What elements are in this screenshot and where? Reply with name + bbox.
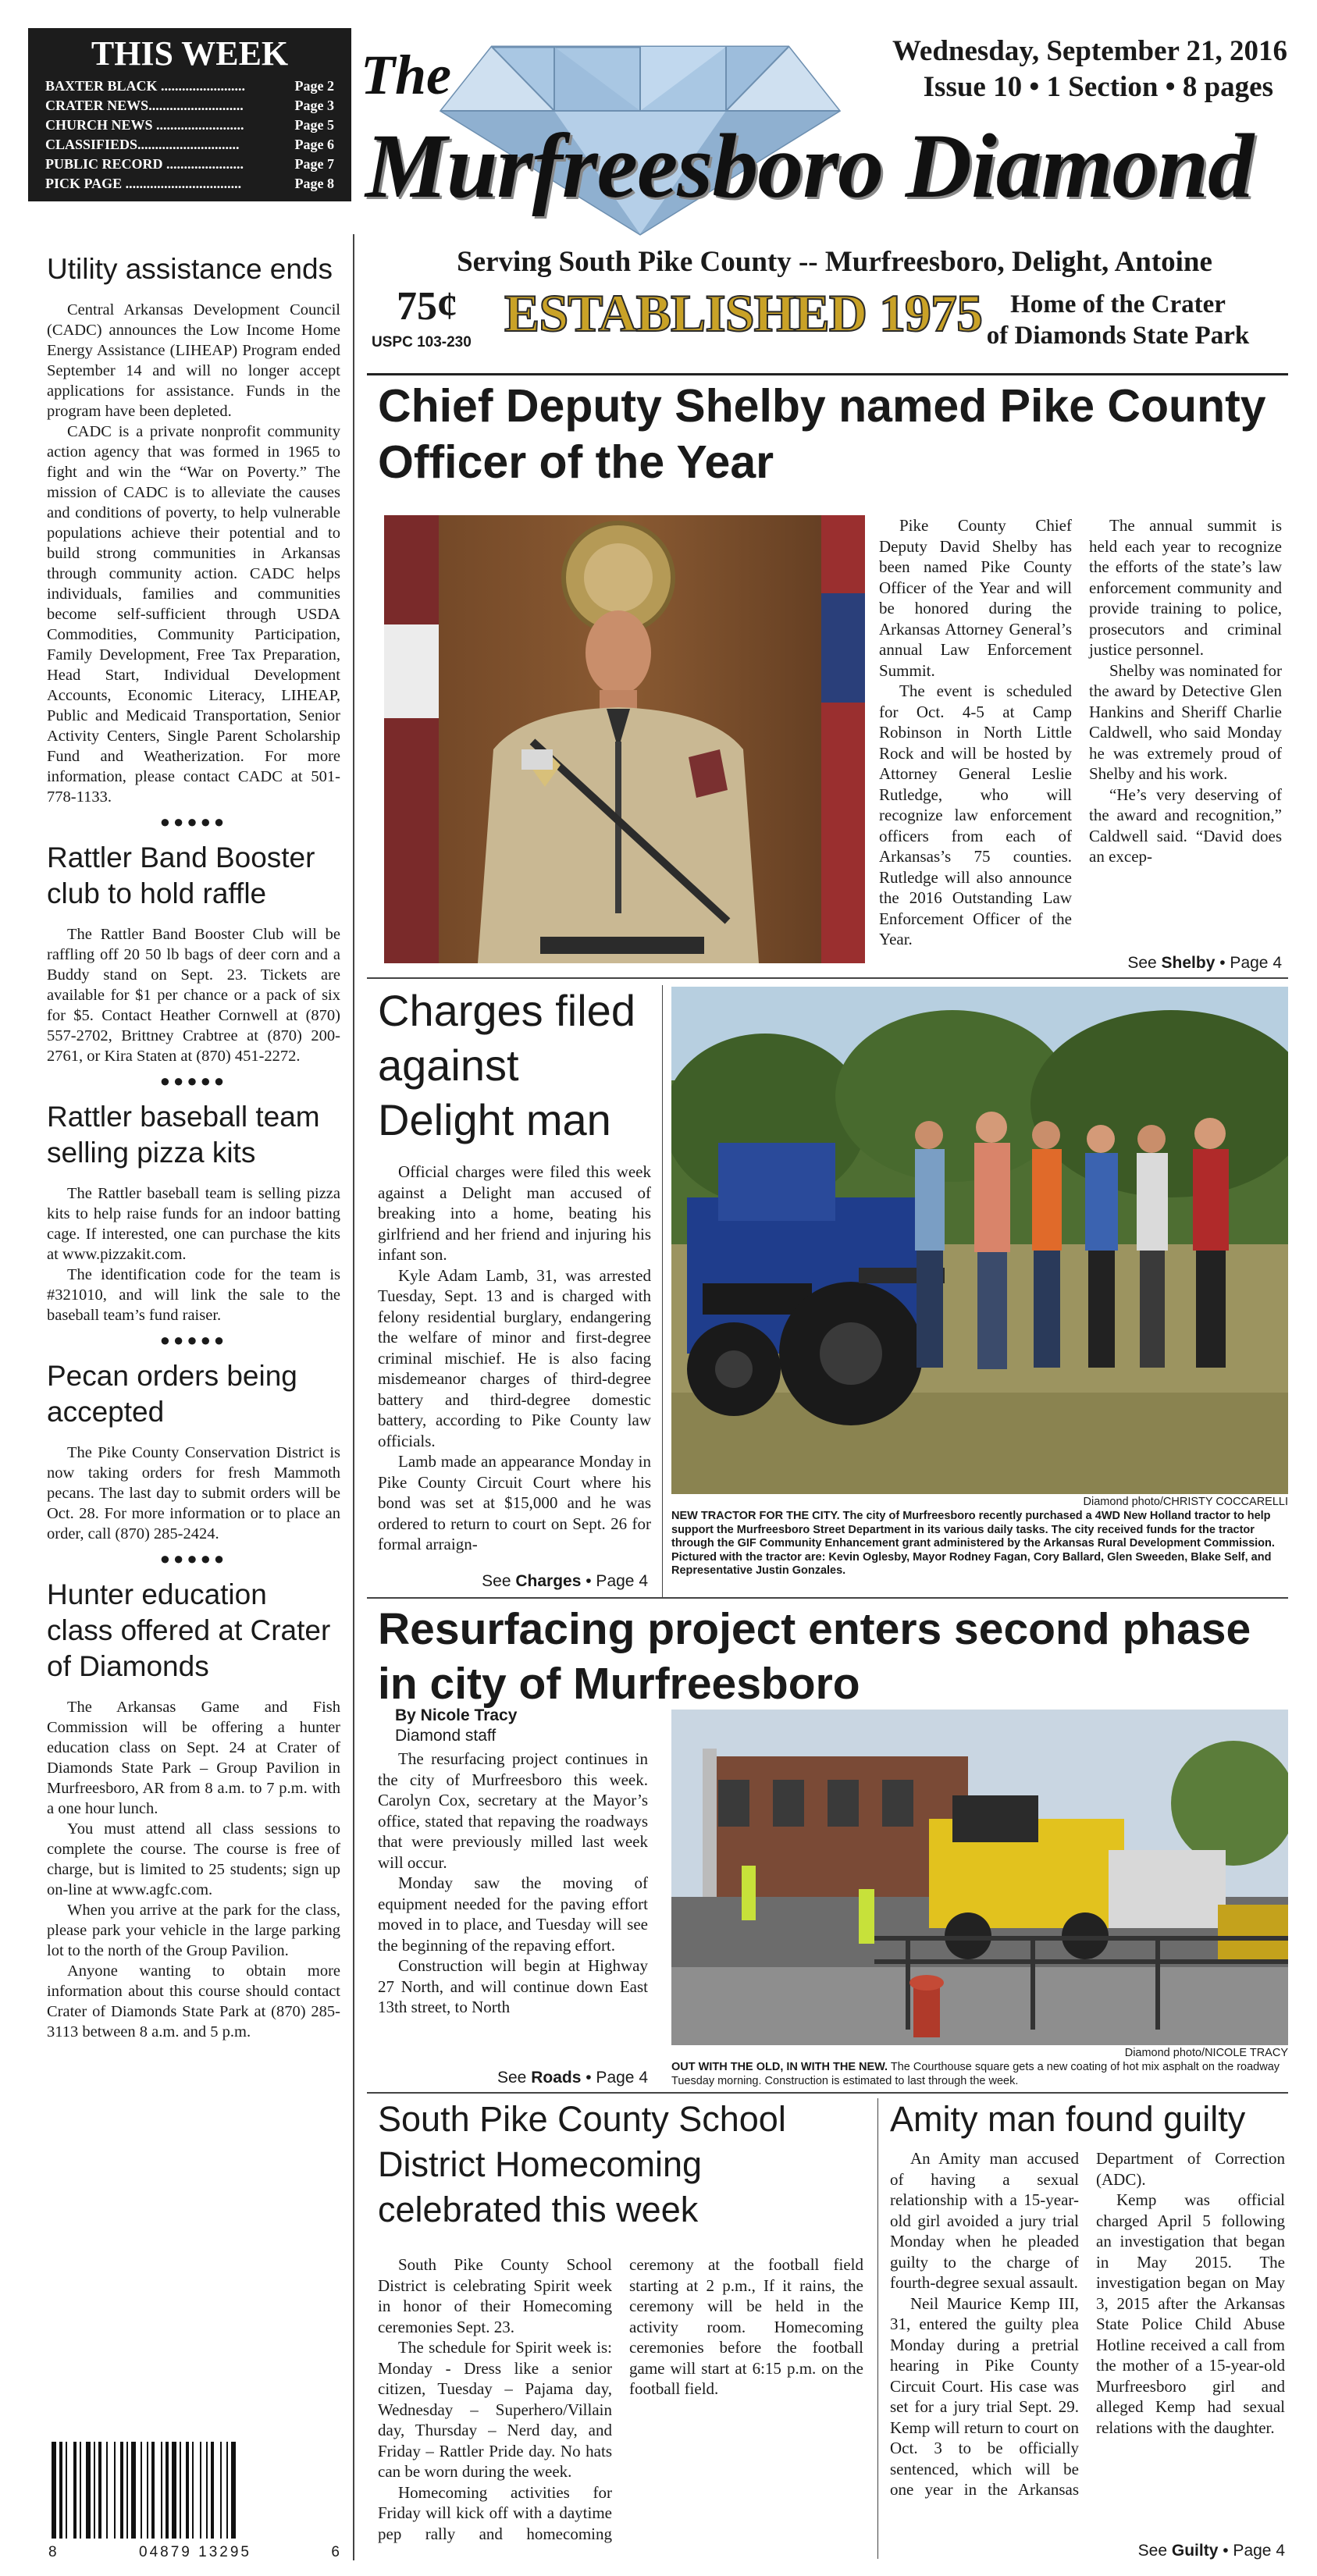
this-week-item-page: Page 7 <box>294 156 334 172</box>
byline: By Nicole Tracy <box>395 1706 518 1724</box>
jump-see: See <box>497 2069 527 2087</box>
homecoming-story-body <box>378 2254 863 2559</box>
story-paragraph: South Pike County School District is celebrating Spirit week in honor of their Homecoming ceremonies Sept. 23. <box>378 2255 612 2336</box>
sidebar-divider <box>353 234 354 2560</box>
story2-divider <box>662 985 663 1597</box>
jump-see: See <box>482 1572 511 1590</box>
brief-item <box>47 840 340 1091</box>
brief-title: Hunter education class offered at Crater of Diamonds <box>47 1578 331 1682</box>
barcode-bar <box>141 2442 142 2539</box>
barcode-bar <box>98 2442 101 2539</box>
story-paragraph: Homecoming activities for Friday will kick off with a daytime pep rally and homecoming ceremony at the football field starting at 2 p.m., If it rains, the ceremony will be held in the activity room. Homecoming ceremonies before the football game will start at 6:15 p.m. on the football field. <box>378 2255 863 2543</box>
brief-body <box>47 1697 340 2042</box>
caption-lead: OUT WITH THE OLD, IN WITH THE NEW. <box>671 2061 888 2073</box>
brief-title: Rattler Band Booster club to hold raffle <box>47 841 315 909</box>
shelby-headline: Chief Deputy Shelby named Pike County Officer of the Year <box>378 380 1266 488</box>
barcode-bar <box>180 2442 181 2539</box>
roads-jump <box>378 2069 648 2087</box>
brief-title: Pecan orders being accepted <box>47 1360 297 1428</box>
jump-page: • Page 4 <box>586 1572 648 1590</box>
home-line-1: Home of the Crater <box>1010 290 1226 318</box>
barcode-bar <box>147 2442 148 2539</box>
brief-paragraph: The Pike County Conservation District is now taking orders for fresh Mammoth pecans. The last day to submit orders will be Oct. 28. For more information or to place an order, call (870) 285-2424. <box>47 1444 340 1542</box>
story-paragraph: Official charges were filed this week against a Delight man accused of breaking into a home, beating his girlfriend and her friend and injuring his infant son. <box>378 1162 651 1264</box>
barcode-bar <box>94 2442 95 2539</box>
story3-rule <box>367 2092 1288 2094</box>
brief-paragraph: When you arrive at the park for the class, please park your vehicle in the large parking lot to the north of the Group Pavilion. <box>47 1902 340 1959</box>
brief-body <box>47 1183 340 1325</box>
brief-title: Utility assistance ends <box>47 253 333 285</box>
serving-line: Serving South Pike County -- Murfreesboro, Delight, Antoine <box>457 246 1212 278</box>
jump-page: • Page 4 <box>1219 954 1282 972</box>
story4-divider <box>877 2098 878 2559</box>
brief-body <box>47 300 340 807</box>
charges-jump <box>378 1572 648 1591</box>
barcode-bar <box>231 2442 236 2539</box>
established-banner: ESTABLISHED 1975 <box>504 283 982 343</box>
story-paragraph: Construction will begin at Highway 27 North, and will continue down East 13th street, to North <box>378 1956 648 2016</box>
paving-caption <box>671 2061 1288 2088</box>
home-line-2: of Diamonds State Park <box>986 322 1250 350</box>
this-week-title: THIS WEEK <box>91 34 289 73</box>
paving-photo-credit: Diamond photo/NICOLE TRACY <box>1124 2047 1288 2059</box>
story-paragraph: The schedule for Spirit week is: Monday - Dress like a senior citizen, Tuesday – Pajama day, Wednesday – Superhero/Villain day, Thursday – Nerd day, and Friday – Rattler Pride day. No hats can be worn during the week. <box>378 2338 612 2481</box>
this-week-item-page: Page 3 <box>294 98 334 113</box>
story1-rule <box>367 977 1288 979</box>
this-week-item-page: Page 6 <box>294 137 334 152</box>
barcode-bar <box>86 2442 91 2539</box>
jump-word[interactable]: Roads <box>531 2069 582 2087</box>
barcode-bar <box>211 2442 214 2539</box>
story-paragraph: Neil Maurice Kemp III, 31, entered the guilty plea Monday during a pretrial hearing in Pike County Circuit Court. His case was set for a jury trial Sept. 29. Kemp will return to court on Oct. 3 to be officially sentenced, which will be one year in the Arkansas Department of Correction (ADC). <box>890 2149 1285 2499</box>
resurfacing-story-body <box>378 1749 648 2018</box>
masthead-the: The <box>361 44 451 106</box>
charges-headline: Charges filed against Delight man <box>378 986 635 1144</box>
barcode-bar <box>220 2442 222 2539</box>
story-paragraph: An Amity man accused of having a sexual relationship with a 15-year-old girl avoided a jury trial Monday when he pleaded guilty to the charge of fourth-degree sexual assault. <box>890 2149 1079 2292</box>
shelby-story-body <box>879 515 1282 954</box>
byline-role: Diamond staff <box>395 1727 497 1745</box>
home-of-crater <box>954 289 1282 351</box>
tractor-caption <box>671 1510 1288 1578</box>
this-week-item-label: CLASSIFIEDS............................. <box>45 137 240 152</box>
barcode-bar <box>192 2442 194 2539</box>
homecoming-headline: South Pike County School District Homecoming celebrated this week <box>378 2099 786 2229</box>
story-paragraph: The event is scheduled for Oct. 4-5 at Camp Robinson in North Little Rock and will be hosted by Attorney General Leslie Rutledge, who will recognize law enforcement officers from each of Arkansas’s 75 counties. Rutledge will also announce the 2016 Outstanding Law Enforcement Officer of the Year. <box>879 681 1072 948</box>
story-paragraph: The resurfacing project continues in the city of Murfreesboro this week. Carolyn Cox, secretary at the Mayor’s office, stated that repaving the roadways that were previously milled last week will occur. <box>378 1749 648 1872</box>
brief-item <box>47 1358 340 1569</box>
this-week-item-label: CRATER NEWS........................... <box>45 98 244 113</box>
jump-page: • Page 4 <box>586 2069 648 2087</box>
story-paragraph: Shelby was nominated for the award by Detective Glen Hankins and Sheriff Charlie Caldwell, who said Monday he was extremely proud of Shelby and his work. <box>1089 660 1282 783</box>
officer-photo <box>384 515 865 963</box>
barcode-bar <box>80 2442 81 2539</box>
barcode-bar <box>106 2442 108 2539</box>
barcode-bar <box>206 2442 208 2539</box>
barcode-bar <box>131 2442 136 2539</box>
this-week-item[interactable] <box>45 96 334 116</box>
jump-word[interactable]: Guilty <box>1171 2542 1219 2560</box>
resurfacing-headline: Resurfacing project enters second phase in city of Murfreesboro <box>378 1604 1251 1709</box>
brief-body <box>47 924 340 1066</box>
caption-lead: NEW TRACTOR FOR THE CITY. <box>671 1510 840 1522</box>
caption-text: The city of Murfreesboro recently purchased a 4WD New Holland tractor to help support the Murfreesboro Street Department in its various daily tasks. The city received funds for the tractor through the GIF Community Enhancement grant administered by the Arkansas Rural Development Commission. Pictured with the tractor are: Kevin Oglesby, Mayor Rodney Fagan, Cory Ballard, Glen Sweeden, Blake Self, and Representative Justin Gonzales. <box>671 1510 1275 1577</box>
barcode-left-digit: 8 <box>48 2544 59 2560</box>
this-week-item[interactable] <box>45 76 334 96</box>
barcode-bar <box>186 2442 189 2539</box>
brief-item <box>47 1099 340 1350</box>
jump-see: See <box>1137 2542 1168 2560</box>
this-week-item-label: BAXTER BLACK ........................ <box>45 78 246 94</box>
this-week-item-label: PICK PAGE ................................. <box>45 176 242 191</box>
barcode-bar <box>114 2442 116 2539</box>
barcode-bar <box>52 2442 56 2539</box>
this-week-item[interactable] <box>45 116 334 135</box>
jump-page: • Page 4 <box>1223 2542 1285 2560</box>
amity-headline: Amity man found guilty <box>890 2099 1246 2139</box>
story-paragraph: Monday saw the moving of equipment needed for the paving effort moved in to place, and Tuesday will see the beginning of the repaving effort. <box>378 1873 648 1955</box>
barcode-bar <box>73 2442 77 2539</box>
barcode-bar <box>172 2442 176 2539</box>
tractor-photo-credit: Diamond photo/CHRISTY COCCARELLI <box>1083 1496 1288 1508</box>
brief-paragraph: You must attend all class sessions to complete the course. The course is free of charge, but is limited to 25 students; sign up on-line at www.agfc.com. <box>47 1820 340 1898</box>
charges-story-body <box>378 1162 651 1555</box>
brief-item <box>47 1577 340 2042</box>
barcode-bar <box>200 2442 201 2539</box>
tractor-photo <box>671 987 1288 1494</box>
this-week-item-page: Page 8 <box>294 176 334 191</box>
brief-separator: ●●●●● <box>159 1549 228 1568</box>
this-week-item-page: Page 2 <box>294 78 334 94</box>
masthead-name: Murfreesboro Diamond <box>365 115 1254 217</box>
shelby-jump <box>879 954 1282 973</box>
barcode-bar <box>226 2442 228 2539</box>
brief-separator: ●●●●● <box>159 1330 228 1350</box>
masthead-rule <box>367 373 1288 375</box>
this-week-item[interactable] <box>45 174 334 194</box>
brief-paragraph: Central Arkansas Development Council (CADC) announces the Low Income Home Energy Assistance (LIHEAP) Program ended September 14 and will no longer accept applications for assistance. Funds in the program have been depleted. <box>47 301 340 420</box>
barcode-bar <box>161 2442 162 2539</box>
this-week-item[interactable] <box>45 135 334 155</box>
this-week-item[interactable] <box>45 155 334 174</box>
this-week-box <box>28 28 351 201</box>
sidebar-briefs <box>47 251 340 2042</box>
barcode-bar <box>151 2442 155 2539</box>
story-paragraph: The annual summit is held each year to recognize the efforts of the state’s law enforcement community and provide training to police, prosecutors and criminal justice personnel. <box>1089 516 1282 659</box>
barcode-bar <box>59 2442 62 2539</box>
brief-separator: ●●●●● <box>159 1071 228 1091</box>
brief-paragraph: The Rattler Band Booster Club will be raffling off 20 50 lb bags of deer corn and a Buddy stand on Sept. 23. Tickets are available for $1 per chance or a pack of six for $5. Contact Heather Cornwell at (870) 557-2702, Brittney Crabtree at (870) 200-2761, or Kira Staten at (870) 451-2272. <box>47 926 340 1065</box>
brief-body <box>47 1443 340 1544</box>
brief-paragraph: CADC is a private nonprofit community action agency that was formed in 1965 to fight and win the “War on Poverty.” The mission of CADC is to alleviate the causes and conditions of poverty, to help vulnerable populations achieve their potential and to build strong communities in Arkansas through community action. CADC helps individuals, families and communities become self-sufficient through USDA Commodities, Community Participation, Family Development, Free Tax Preparation, Head Start, Individual Development Accounts, Economic Literacy, LIHEAP, Public and Medicaid Transportation, Senior Activity Centers, Single Parent Scholarship Fund and Weatherization. For more information, please contact CADC at 501-778-1133. <box>47 423 340 806</box>
guilty-jump <box>890 2542 1285 2560</box>
brief-item <box>47 251 340 832</box>
issue-info: Issue 10 • 1 Section • 8 pages <box>923 71 1273 103</box>
jump-word[interactable]: Shelby <box>1161 954 1216 972</box>
barcode-digits: 04879 13295 <box>139 2544 251 2560</box>
amity-story-body <box>890 2148 1285 2535</box>
brief-paragraph: The identification code for the team is #321010, and will link the sale to the baseball team’s fund raiser. <box>47 1266 340 1324</box>
barcode-bar <box>120 2442 123 2539</box>
price: 75¢ <box>397 284 457 329</box>
barcode-icon <box>48 2442 342 2539</box>
this-week-item-page: Page 5 <box>294 117 334 133</box>
story-paragraph: Kyle Adam Lamb, 31, was arrested Tuesday, Sept. 13 and is charged with felony residential burglary, endangering the welfare of minor and first-degree criminal mischief. He is also facing misdemeanor charges of third-degree battery and third-degree domestic battery, according to Pike County law officials. <box>378 1265 651 1450</box>
barcode-number <box>48 2544 342 2561</box>
caption-text: The Courthouse square gets a new coating of hot mix asphalt on the roadway Tuesday morning. Construction is estimated to last through the week. <box>671 2061 1280 2087</box>
story-paragraph: Lamb made an appearance Monday in Pike County Circuit Court where his bond was set at $15,000 and he was ordered to return to court on Sept. 26 for formal arraign- <box>378 1452 651 1553</box>
this-week-list <box>28 73 351 194</box>
barcode <box>48 2442 342 2559</box>
issue-date: Wednesday, September 21, 2016 <box>892 35 1287 67</box>
barcode-right-digit: 6 <box>331 2544 342 2560</box>
this-week-item-label: CHURCH NEWS ......................... <box>45 117 244 133</box>
story-paragraph: “He’s very deserving of the award and recognition,” Caldwell said. “David does an excep- <box>1089 785 1282 866</box>
story2-rule <box>367 1597 1288 1599</box>
story-paragraph: Kemp was official charged April 5 following an investigation that began in May 2015. The investigation began on May 3, 2015 after the Arkansas State Police Child Abuse Hotline received a call from the mother of a 15-year-old Murfreesboro girl and alleged Kemp had sexual relations with the daughter. <box>1096 2190 1285 2437</box>
this-week-item-label: PUBLIC RECORD ...................... <box>45 156 244 172</box>
paving-photo <box>671 1710 1288 2045</box>
barcode-bar <box>126 2442 128 2539</box>
jump-word[interactable]: Charges <box>515 1572 582 1590</box>
uspc-number: USPC 103-230 <box>372 334 472 350</box>
barcode-bar <box>66 2442 67 2539</box>
jump-see: See <box>1127 954 1157 972</box>
brief-separator: ●●●●● <box>159 812 228 831</box>
brief-paragraph: Anyone wanting to obtain more information about this course should contact Crater of Diamonds State Park at (870) 285-3113 between 8 a.m. and 5 p.m. <box>47 1962 340 2041</box>
brief-title: Rattler baseball team selling pizza kits <box>47 1101 320 1169</box>
brief-paragraph: The Arkansas Game and Fish Commission will be offering a hunter education class on Sept. 24 at Crater of Diamonds State Park – Group Pavilion in Murfreesboro, AR from 8 a.m. to 7 p.m. with a one hour lunch. <box>47 1699 340 1817</box>
story-paragraph: Pike County Chief Deputy David Shelby has been named Pike County Officer of the Year and will be honored during the Arkansas Attorney General’s annual Law Enforcement Summit. <box>879 516 1072 680</box>
barcode-bar <box>166 2442 169 2539</box>
brief-paragraph: The Rattler baseball team is selling pizza kits to help raise funds for an indoor batting cage. If interested, one can purchase the kits at www.pizzakit.com. <box>47 1185 340 1263</box>
